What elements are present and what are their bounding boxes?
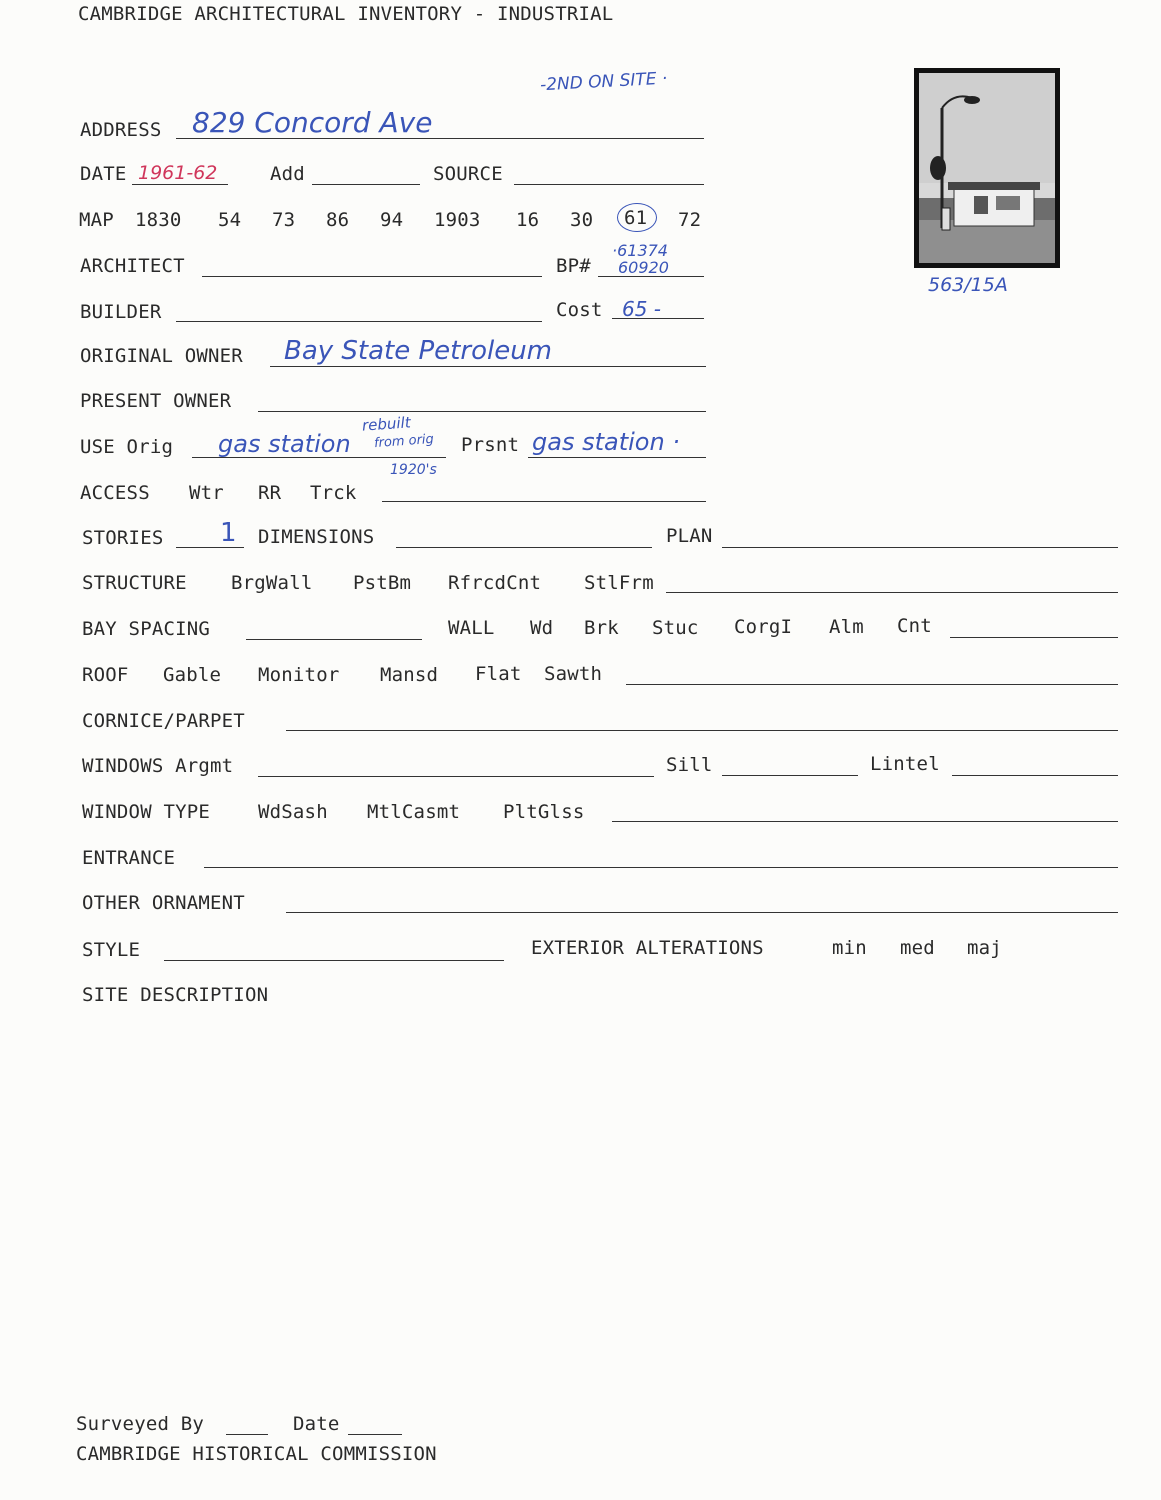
commission-name: CAMBRIDGE HISTORICAL COMMISSION	[76, 1443, 437, 1465]
date-label: DATE	[80, 163, 127, 185]
access-label: ACCESS	[80, 482, 150, 504]
original-owner-label: ORIGINAL OWNER	[80, 345, 243, 367]
window-type-line	[612, 821, 1118, 822]
structure-option: PstBm	[353, 572, 412, 594]
roof-option: Mansd	[380, 664, 439, 686]
map-year: 94	[380, 209, 404, 231]
alteration-option: min	[832, 937, 867, 959]
building-photo	[914, 68, 1060, 268]
use-present-label: Prsnt	[461, 434, 520, 456]
alteration-option: med	[900, 937, 935, 959]
bay-spacing-line	[246, 639, 422, 640]
surveyed-by-label: Surveyed By	[76, 1413, 205, 1435]
plan-line	[722, 547, 1118, 548]
window-type-option: MtlCasmt	[367, 801, 461, 823]
bp-label: BP#	[556, 255, 591, 277]
cost-value: 65 -	[622, 297, 662, 321]
structure-option: StlFrm	[584, 572, 654, 594]
date-value: 1961-62	[138, 162, 218, 184]
wall-line	[950, 637, 1118, 638]
other-ornament-label: OTHER ORNAMENT	[82, 892, 245, 914]
original-owner-line	[270, 366, 706, 367]
map-year-circled: 61	[624, 207, 648, 229]
bp-value-2: 60920	[618, 258, 669, 277]
window-type-option: WdSash	[258, 801, 328, 823]
form-title: CAMBRIDGE ARCHITECTURAL INVENTORY - INDUSTRIAL	[78, 3, 614, 25]
structure-label: STRUCTURE	[82, 572, 187, 594]
sill-label: Sill	[666, 754, 713, 776]
map-year: 54	[218, 209, 242, 231]
access-option: RR	[258, 482, 282, 504]
source-label: SOURCE	[433, 163, 503, 185]
lintel-line	[952, 775, 1118, 776]
use-orig-value: gas station	[218, 430, 351, 458]
original-owner-value: Bay State Petroleum	[284, 336, 552, 366]
wall-option: Brk	[584, 617, 619, 639]
roof-option: Monitor	[258, 664, 340, 686]
top-note: -2ND ON SITE ·	[539, 68, 668, 96]
map-year: 86	[326, 209, 350, 231]
wall-option: CorgI	[734, 616, 793, 638]
use-orig-note-top: rebuilt	[361, 413, 412, 435]
plan-label: PLAN	[666, 525, 713, 547]
map-year: 1903	[434, 209, 481, 231]
lintel-label: Lintel	[870, 753, 940, 775]
structure-option: BrgWall	[231, 572, 313, 594]
access-option: Wtr	[189, 482, 224, 504]
windows-label: WINDOWS Argmt	[82, 755, 234, 777]
entrance-label: ENTRANCE	[82, 847, 176, 869]
wall-option: Wd	[530, 617, 554, 639]
use-orig-note-mid: from orig	[373, 431, 435, 452]
surveyed-by-line	[226, 1434, 268, 1435]
map-year: 1830	[135, 209, 182, 231]
map-year: 72	[678, 209, 702, 231]
entrance-line	[204, 867, 1118, 868]
present-owner-label: PRESENT OWNER	[80, 390, 232, 412]
wall-option: Stuc	[652, 617, 699, 639]
use-present-line	[528, 457, 706, 458]
dimensions-label: DIMENSIONS	[258, 526, 375, 548]
architect-line	[202, 276, 542, 277]
bay-spacing-label: BAY SPACING	[82, 618, 211, 640]
use-orig-label: USE Orig	[80, 436, 174, 458]
add-label: Add	[270, 163, 305, 185]
wall-label: WALL	[448, 617, 495, 639]
roof-option: Flat	[475, 663, 522, 685]
map-year: 16	[516, 209, 540, 231]
address-label: ADDRESS	[80, 119, 162, 141]
sill-line	[722, 775, 858, 776]
exterior-alterations-label: EXTERIOR ALTERATIONS	[531, 937, 764, 959]
map-year: 73	[272, 209, 296, 231]
site-description-label: SITE DESCRIPTION	[82, 984, 269, 1006]
window-type-label: WINDOW TYPE	[82, 801, 211, 823]
roof-label: ROOF	[82, 664, 129, 686]
roof-option: Sawth	[544, 663, 603, 685]
add-line	[312, 184, 420, 185]
roof-option: Gable	[163, 664, 222, 686]
access-line	[382, 501, 706, 502]
map-label: MAP	[79, 209, 114, 231]
structure-option: RfrcdCnt	[448, 572, 542, 594]
cornice-line	[286, 730, 1118, 731]
address-value: 829 Concord Ave	[192, 106, 433, 139]
footer-date-label: Date	[293, 1413, 340, 1435]
other-ornament-line	[286, 912, 1118, 913]
dimensions-line	[396, 547, 652, 548]
cost-label: Cost	[556, 299, 603, 321]
map-year: 30	[570, 209, 594, 231]
date-line	[132, 184, 228, 185]
use-present-value: gas station ·	[532, 428, 680, 456]
bp-value-1: ·61374	[612, 241, 668, 260]
wall-option: Cnt	[897, 615, 932, 637]
architect-label: ARCHITECT	[80, 255, 185, 277]
access-option: Trck	[310, 482, 357, 504]
use-orig-note-bottom: 1920's	[390, 462, 437, 478]
builder-line	[176, 321, 542, 322]
present-owner-line	[258, 411, 706, 412]
stories-label: STORIES	[82, 527, 164, 549]
wall-option: Alm	[829, 616, 864, 638]
stories-value: 1	[220, 518, 237, 548]
builder-label: BUILDER	[80, 301, 162, 323]
windows-line	[258, 776, 654, 777]
window-type-option: PltGlss	[503, 801, 585, 823]
footer-date-line	[348, 1434, 402, 1435]
source-line	[514, 184, 704, 185]
cornice-label: CORNICE/PARPET	[82, 710, 245, 732]
circle-mark-icon	[617, 203, 657, 232]
roof-line	[626, 684, 1118, 685]
photo-reference: 563/15A	[928, 274, 1008, 296]
structure-line	[666, 592, 1118, 593]
alteration-option: maj	[967, 937, 1002, 959]
style-label: STYLE	[82, 939, 141, 961]
style-line	[164, 960, 504, 961]
